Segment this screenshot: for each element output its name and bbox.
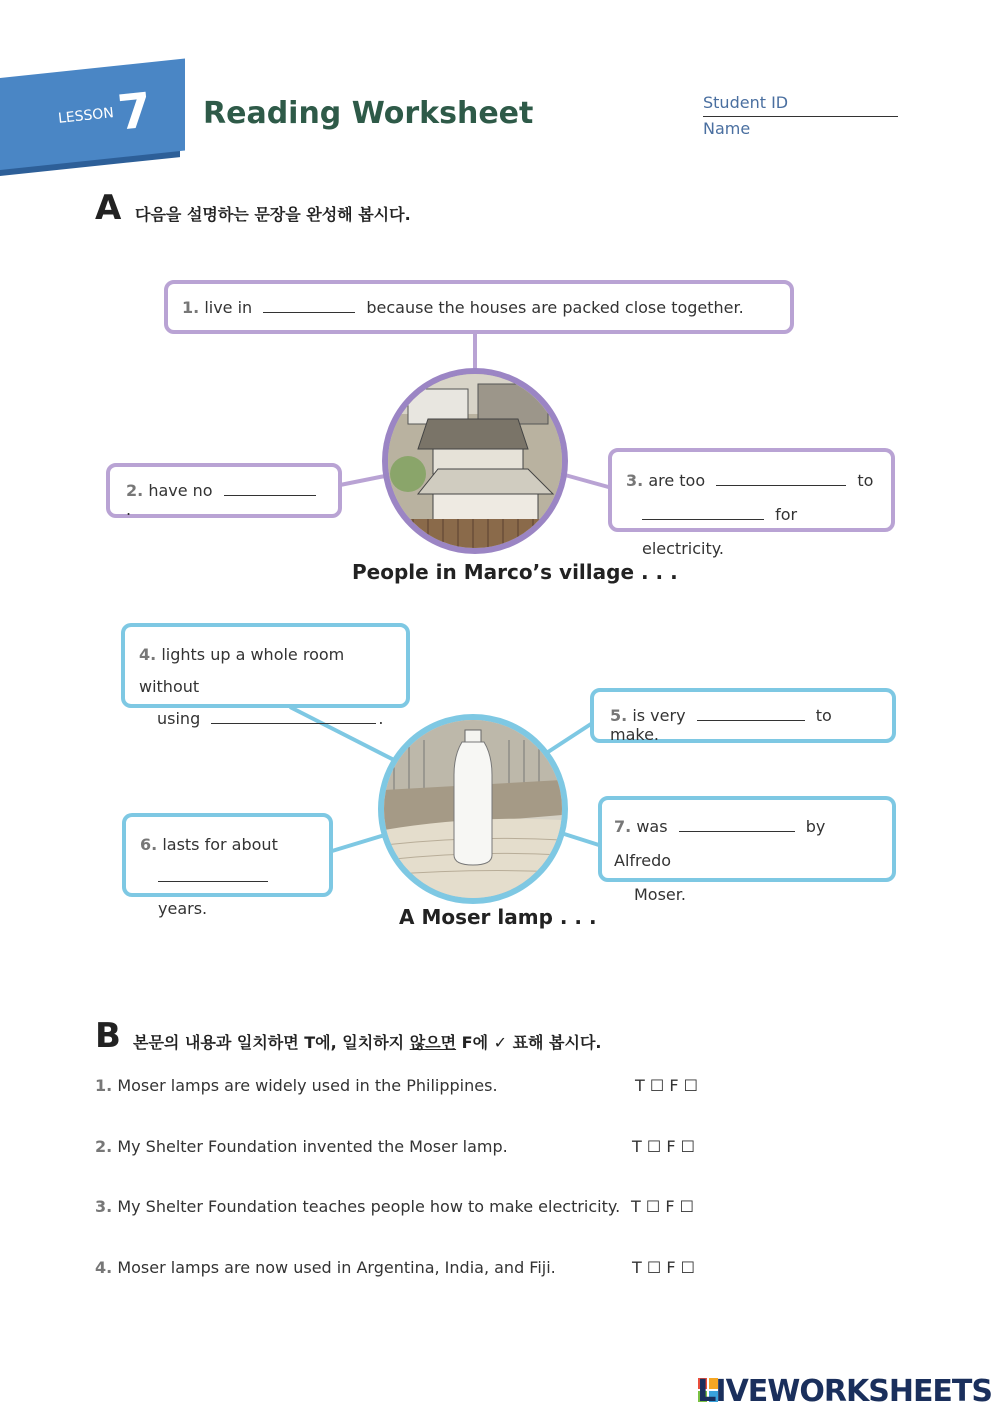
item-3-text-after: for electricity. bbox=[642, 505, 798, 558]
item-4-number: 4. bbox=[139, 645, 157, 664]
statement-1 bbox=[95, 1076, 498, 1095]
statement-4 bbox=[95, 1258, 556, 1277]
statement-4-number: 4. bbox=[95, 1258, 113, 1277]
item-6-text-before: lasts for about bbox=[162, 835, 278, 854]
item-3-number: 3. bbox=[626, 471, 644, 490]
statement-3 bbox=[95, 1197, 620, 1216]
section-b-letter: B bbox=[95, 1016, 121, 1056]
item-5-number: 5. bbox=[610, 706, 628, 725]
lesson-label: LESSON bbox=[57, 105, 115, 127]
item-2-text-before: have no bbox=[148, 481, 213, 500]
item-5-blank[interactable] bbox=[697, 706, 805, 721]
item-7-number: 7. bbox=[614, 817, 632, 836]
item-3-text-before: are too bbox=[648, 471, 706, 490]
section-b-instruction-part1: 본문의 내용과 일치하면 T에, 일치하지 bbox=[133, 1033, 410, 1052]
item-3-blank-2[interactable] bbox=[642, 505, 764, 520]
item-2-text-after: . bbox=[126, 500, 132, 519]
statement-1-tf bbox=[635, 1076, 698, 1095]
statement-2 bbox=[95, 1137, 508, 1156]
statement-1-f-checkbox[interactable]: ☐ bbox=[683, 1076, 698, 1095]
statement-2-t-checkbox[interactable]: ☐ bbox=[646, 1137, 662, 1156]
statement-2-number: 2. bbox=[95, 1137, 113, 1156]
item-4-box bbox=[121, 623, 410, 728]
statement-4-f-checkbox[interactable]: ☐ bbox=[680, 1258, 695, 1277]
page-title: Reading Worksheet bbox=[203, 96, 534, 131]
section-b-instruction-underlined: 않으면 bbox=[409, 1033, 457, 1052]
item-6-box bbox=[122, 813, 333, 918]
statement-2-t-label: T bbox=[632, 1137, 642, 1156]
section-a-instruction: 다음을 설명하는 문장을 완성해 봅시다. bbox=[135, 205, 411, 224]
lesson-number: 7 bbox=[115, 82, 155, 142]
item-1-text-after: because the houses are packed close together. bbox=[366, 298, 744, 317]
statement-4-f-label: F bbox=[666, 1258, 676, 1277]
statement-4-text: Moser lamps are now used in Argentina, India, and Fiji. bbox=[117, 1258, 556, 1277]
item-1-text-before: live in bbox=[204, 298, 253, 317]
item-7-box bbox=[598, 796, 896, 904]
item-5-text-after: to make. bbox=[610, 706, 832, 744]
statement-3-tf bbox=[631, 1197, 694, 1216]
item-1-box bbox=[164, 280, 794, 334]
bottle-lamp-picture bbox=[384, 720, 562, 898]
item-2-blank[interactable] bbox=[224, 481, 316, 496]
student-id-label: Student ID bbox=[703, 93, 789, 112]
item-2-number: 2. bbox=[126, 481, 144, 500]
statement-3-f-checkbox[interactable]: ☐ bbox=[679, 1197, 694, 1216]
statement-3-t-checkbox[interactable]: ☐ bbox=[645, 1197, 661, 1216]
statement-1-f-label: F bbox=[669, 1076, 679, 1095]
item-6-text-after: years. bbox=[158, 899, 208, 918]
item-4-blank[interactable] bbox=[211, 709, 376, 724]
statement-4-t-checkbox[interactable]: ☐ bbox=[646, 1258, 662, 1277]
section-b-instruction bbox=[133, 1030, 602, 1053]
statement-1-text: Moser lamps are widely used in the Philippines. bbox=[117, 1076, 498, 1095]
village-caption: People in Marco’s village . . . bbox=[352, 560, 678, 584]
statement-2-f-checkbox[interactable]: ☐ bbox=[680, 1137, 695, 1156]
statement-4-tf bbox=[632, 1258, 695, 1277]
item-1-blank[interactable] bbox=[263, 298, 355, 313]
statement-1-t-label: T bbox=[635, 1076, 645, 1095]
item-6-number: 6. bbox=[140, 835, 158, 854]
item-2-box bbox=[106, 463, 342, 518]
statement-2-text: My Shelter Foundation invented the Moser lamp. bbox=[117, 1137, 508, 1156]
item-1-number: 1. bbox=[182, 298, 200, 317]
statement-4-t-label: T bbox=[632, 1258, 642, 1277]
item-4-text-before: lights up a whole room without bbox=[139, 645, 345, 696]
item-7-text-before: was bbox=[636, 817, 668, 836]
moser-lamp-illustration bbox=[378, 714, 568, 904]
item-7-text-line2: Moser. bbox=[634, 885, 686, 904]
item-3-box bbox=[608, 448, 895, 558]
liveworksheets-logo[interactable]: LIVEWORKSHEETS bbox=[697, 1374, 992, 1409]
statement-1-number: 1. bbox=[95, 1076, 113, 1095]
item-4-text-after: . bbox=[378, 709, 384, 728]
village-illustration bbox=[382, 368, 568, 554]
section-b-instruction-part2: F에 ✓ 표해 봅시다. bbox=[456, 1033, 602, 1052]
name-label: Name bbox=[703, 119, 751, 138]
statement-3-number: 3. bbox=[95, 1197, 113, 1216]
statement-2-tf bbox=[632, 1137, 695, 1156]
item-7-text-after: by Alfredo bbox=[614, 817, 826, 870]
village-houses-picture bbox=[388, 374, 562, 548]
item-5-text-before: is very bbox=[632, 706, 686, 725]
item-4-text-line2: using bbox=[157, 709, 201, 728]
lamp-caption: A Moser lamp . . . bbox=[399, 905, 597, 929]
item-5-box bbox=[590, 688, 896, 743]
statement-3-f-label: F bbox=[665, 1197, 675, 1216]
statement-2-f-label: F bbox=[666, 1137, 676, 1156]
item-3-blank-1[interactable] bbox=[716, 471, 846, 486]
item-7-blank[interactable] bbox=[679, 817, 795, 832]
item-6-blank[interactable] bbox=[158, 867, 268, 882]
item-3-text-mid: to bbox=[857, 471, 874, 490]
statement-3-text: My Shelter Foundation teaches people how to make electricity. bbox=[117, 1197, 621, 1216]
statement-3-t-label: T bbox=[631, 1197, 641, 1216]
section-a-letter: A bbox=[95, 188, 122, 228]
statement-1-t-checkbox[interactable]: ☐ bbox=[649, 1076, 665, 1095]
